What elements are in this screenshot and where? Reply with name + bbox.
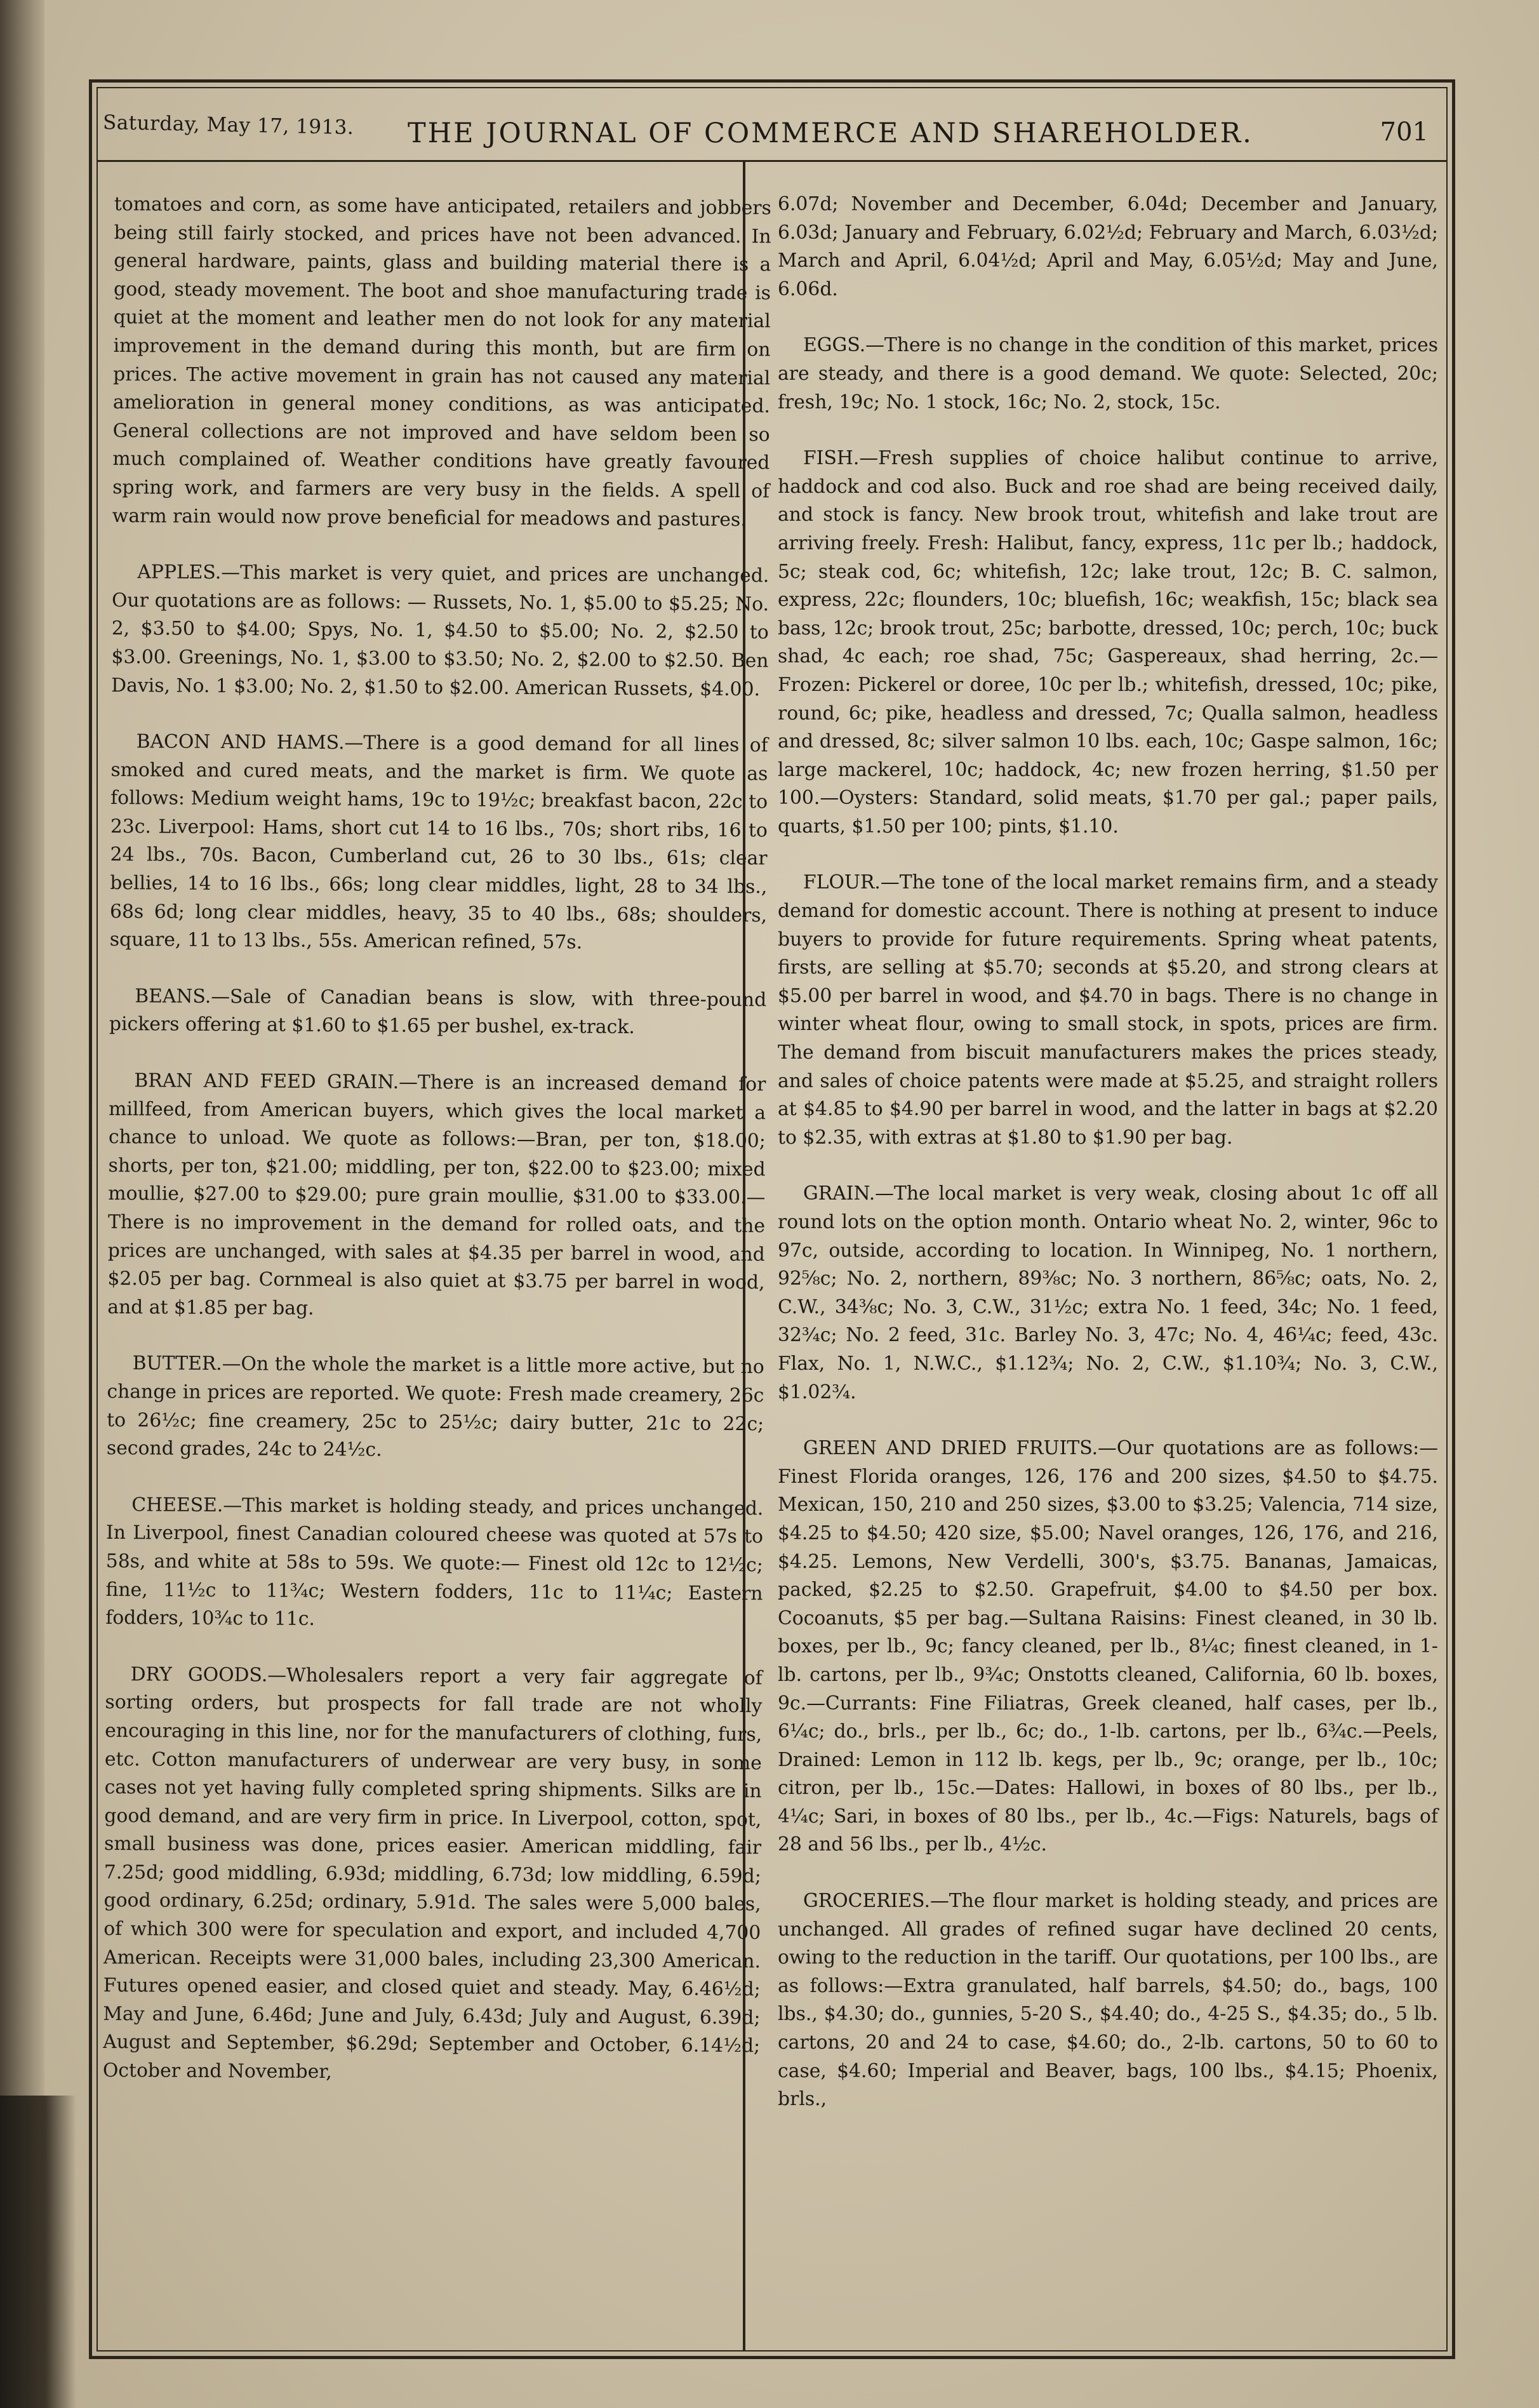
paragraph-bacon-and-hams: BACON AND HAMS.—There is a good demand for all lines of smoked and cured meats, and the market is firm. We quote as follows: Medium weight hams, 19c to 19½c; breakfast bacon, 22c to 23c. Liverpool: Hams, short cut 14 to 16 lbs., 70s; short ribs, 16 to 24 lbs., 70s. Bacon, Cumberland cut, 26 to 30 lbs., 61s; clear bellies, 14 to 16 lbs., 66s; long clear middles, light, 28 to 34 lbs., 68s 6d; long clear middles, heavy, 35 to 40 lbs., 68s; shoulders, square, 11 to 13 lbs., 55s. American refined, 57s. bbox=[109, 730, 768, 954]
paragraph-beans: BEANS.—Sale of Canadian beans is slow, with three-pound pickers offering at $1.60 to $1.65 per bushel, ex-track. bbox=[109, 985, 767, 1039]
paragraph-groceries: GROCERIES.—The flour market is holding steady, and prices are unchanged. All grades of refined sugar have declined 20 cents, owing to the reduction in the tariff. Our quotations, per 100 lbs., are as follows:—Extra granulated, half barrels, $4.50; do., bags, 100 lbs., $4.30; do., gunnies, 5-20 S., $4.40; do., 4-25 S., $4.35; do., 5 lb. cartons, 20 and 24 to case, $4.60; do., 2-lb. cartons, 50 to 60 to case, $4.60; Imperial and Beaver, bags, 100 lbs., $4.15; Phoenix, brls., bbox=[778, 1890, 1438, 2111]
paragraph-green-and-dried-fruits: GREEN AND DRIED FRUITS.—Our quotations are as follows:—Finest Florida oranges, 126, 176 and 200 sizes, $4.50 to $4.75. Mexican, 150, 210 and 250 sizes, $3.00 to $3.25; Valencia, 714 size, $4.25 to $4.50; 420 size, $5.00; Navel oranges, 126, 176, and 216, $4.25. Lemons, New Verdelli, 300's, $3.75. Bananas, Jamaicas, packed, $2.25 to $2.50. Grapefruit, $4.00 to $4.50 per box. Cocoanuts, $5 per bag.—Sultana Raisins: Finest cleaned, in 30 lb. boxes, per lb., 9c; fancy cleaned, per lb., 8¼c; finest cleaned, in 1-lb. cartons, per lb., 9¾c; Onstotts cleaned, California, 60 lb. boxes, 9c.—Currants: Fine Filiatras, Greek cleaned, half cases, per lb., 6¼c; do., brls., per lb., 6c; do., 1-lb. cartons, per lb., 6¾c.—Peels, Drained: Lemon in 112 lb. kegs, per lb., 9c; orange, per lb., 10c; citron, per lb., 15c.—Dates: Hallowi, in boxes of 80 lbs., per lb., 4¼c; Sari, in boxes of 80 lbs., per lb., 4c.—Figs: Naturels, bags of 28 and 56 lbs., per lb., 4½c. bbox=[778, 1437, 1438, 1856]
right-column bbox=[778, 191, 1438, 2142]
paragraph-bran-and-feed-grain: BRAN AND FEED GRAIN.—There is an increased demand for millfeed, from American buyers, which gives the local market a chance to unload. We quote as follows:—Bran, per ton, $18.00; shorts, per ton, $21.00; middling, per ton, $22.00 to $23.00; mixed moullie, $27.00 to $29.00; pure grain moullie, $31.00 to $33.00.—There is no improvement in the demand for rolled oats, and the prices are unchanged, with sales at $4.35 per barrel in wood, and $2.05 per bag. Cornmeal is also quiet at $3.75 per barrel in wood, and at $1.85 per bag. bbox=[107, 1069, 766, 1320]
book-spine-shadow bbox=[0, 0, 44, 2408]
paragraph-fish: FISH.—Fresh supplies of choice halibut continue to arrive, haddock and cod also. Buck and roe shad are being received daily, and stock is fancy. New brook trout, whitefish and lake trout are arriving freely. Fresh: Halibut, fancy, express, 11c per lb.; haddock, 5c; steak cod, 6c; whitefish, 12c; lake trout, 12c; B. C. salmon, express, 22c; flounders, 10c; bluefish, 16c; weakfish, 15c; black sea bass, 12c; brook trout, 25c; barbotte, dressed, 10c; perch, 10c; buck shad, 4c each; roe shad, 75c; Gaspereaux, shad herring, 2c.—Frozen: Pickerel or doree, 10c per lb.; whitefish, dressed, 10c; pike, round, 6c; pike, headless and dressed, 7c; Qualla salmon, headless and dressed, 8c; silver salmon 10 lbs. each, 10c; Gaspe salmon, 16c; large mackerel, 10c; haddock, 4c; new frozen herring, $1.50 per 100.—Oysters: Standard, solid meats, $1.70 per gal.; paper pails, quarts, $1.50 per 100; pints, $1.10. bbox=[778, 447, 1438, 838]
paragraph-cotton-futures-continuation: 6.07d; November and December, 6.04d; December and January, 6.03d; January and February, 6.02½d; February and March, 6.03½d; March and April, 6.04½d; April and May, 6.05½d; May and June, 6.06d. bbox=[778, 193, 1438, 300]
page-number: 701 bbox=[1380, 117, 1429, 147]
issue-date: Saturday, May 17, 1913. bbox=[102, 110, 354, 140]
paragraph-flour: FLOUR.—The tone of the local market remains firm, and a steady demand for domestic account. There is nothing at present to induce buyers to provide for future requirements. Spring wheat patents, firsts, are selling at $5.70; seconds at $5.20, and strong clears at $5.00 per barrel in wood, and $4.70 in bags. There is no change in winter wheat flour, owing to small stock, in spots, prices are firm. The demand from biscuit manufacturers makes the prices steady, and sales of choice patents were made at $5.25, and straight rollers at $4.85 to $4.90 per barrel in wood, and the latter in bags at $2.20 to $2.35, with extras at $1.80 to $1.90 per bag. bbox=[778, 871, 1438, 1149]
paragraph-cheese: CHEESE.—This market is holding steady, and prices unchanged. In Liverpool, finest Canadian coloured cheese was quoted at 57s to 58s, and white at 58s to 59s. We quote:— Finest old 12c to 12½c; fine, 11½c to 11¾c; Western fodders, 11c to 11¼c; Eastern fodders, 10¾c to 11c. bbox=[105, 1493, 764, 1631]
left-column bbox=[103, 191, 771, 2117]
binding-edge bbox=[0, 2096, 76, 2408]
paragraph-dry-goods: DRY GOODS.—Wholesalers report a very fair aggregate of sorting orders, but prospects for fall trade are not wholly encouraging in this line, nor for the manufacturers of clothing, furs, etc. Cotton manufacturers of underwear are very busy, in some cases not yet having fully completed spring shipments. Silks are in good demand, and are very firm in price. In Liverpool, cotton, spot, small business was done, prices easier. American middling, fair 7.25d; good middling, 6.93d; middling, 6.73d; low middling, 6.59d; good ordinary, 6.25d; ordinary, 5.91d. The sales were 5,000 bales, of which 300 were for speculation and export, and included 4,700 American. Receipts were 31,000 bales, including 23,300 American. Futures opened easier, and closed quiet and steady. May, 6.46½d; May and June, 6.46d; June and July, 6.43d; July and August, 6.39d; August and September, $6.29d; September and October, 6.14½d; October and November, bbox=[102, 1662, 763, 2084]
paragraph-trade-continuation: tomatoes and corn, as some have anticipated, retailers and jobbers being still fairly stocked, and prices have not been advanced. In general hardware, paints, glass and building material there is a good, steady movement. The boot and shoe manufacturing trade is quiet at the moment and leather men do not look for any material improvement in the demand during this month, but are firm on prices. The active movement in grain has not caused any material amelioration in general money conditions, as was anticipated. General collections are not improved and have seldom been so much complained of. Weather conditions have greatly favoured spring work, and farmers are very busy in the fields. A spell of warm rain would now prove beneficial for meadows and pastures. bbox=[112, 192, 771, 531]
paragraph-eggs: EGGS.—There is no change in the condition of this market, prices are steady, and there is a good demand. We quote: Selected, 20c; fresh, 19c; No. 1 stock, 16c; No. 2, stock, 15c. bbox=[778, 334, 1438, 413]
running-header bbox=[97, 87, 1448, 162]
paragraph-apples: APPLES.—This market is very quiet, and prices are unchanged. Our quotations are as follows: — Russets, No. 1, $5.00 to $5.25; No. 2, $3.50 to $4.00; Spys, No. 1, $4.50 to $5.00; No. 2, $2.50 to $3.00. Greenings, No. 1, $3.00 to $3.50; No. 2, $2.00 to $2.50. Ben Davis, No. 1 $3.00; No. 2, $1.50 to $2.00. American Russets, $4.00. bbox=[111, 561, 770, 700]
paragraph-butter: BUTTER.—On the whole the market is a little more active, but no change in prices are reported. We quote: Fresh made creamery, 26c to 26½c; fine creamery, 25c to 25½c; dairy butter, 21c to 22c; second grades, 24c to 24½c. bbox=[106, 1352, 764, 1461]
paragraph-grain: GRAIN.—The local market is very weak, closing about 1c off all round lots on the option month. Ontario wheat No. 2, winter, 96c to 97c, outside, according to location. In Winnipeg, No. 1 northern, 92⅝c; No. 2, northern, 89⅜c; No. 3 northern, 86⅝c; oats, No. 2, C.W., 34⅜c; No. 3, C.W., 31½c; extra No. 1 feed, 34c; No. 1 feed, 32¾c; No. 2 feed, 31c. Barley No. 3, 47c; No. 4, 46¼c; feed, 43c. Flax, No. 1, N.W.C., $1.12¾; No. 2, C.W., $1.10¾; No. 3, C.W., $1.02¾. bbox=[778, 1182, 1438, 1403]
journal-title: THE JOURNAL OF COMMERCE AND SHAREHOLDER. bbox=[408, 117, 1253, 149]
